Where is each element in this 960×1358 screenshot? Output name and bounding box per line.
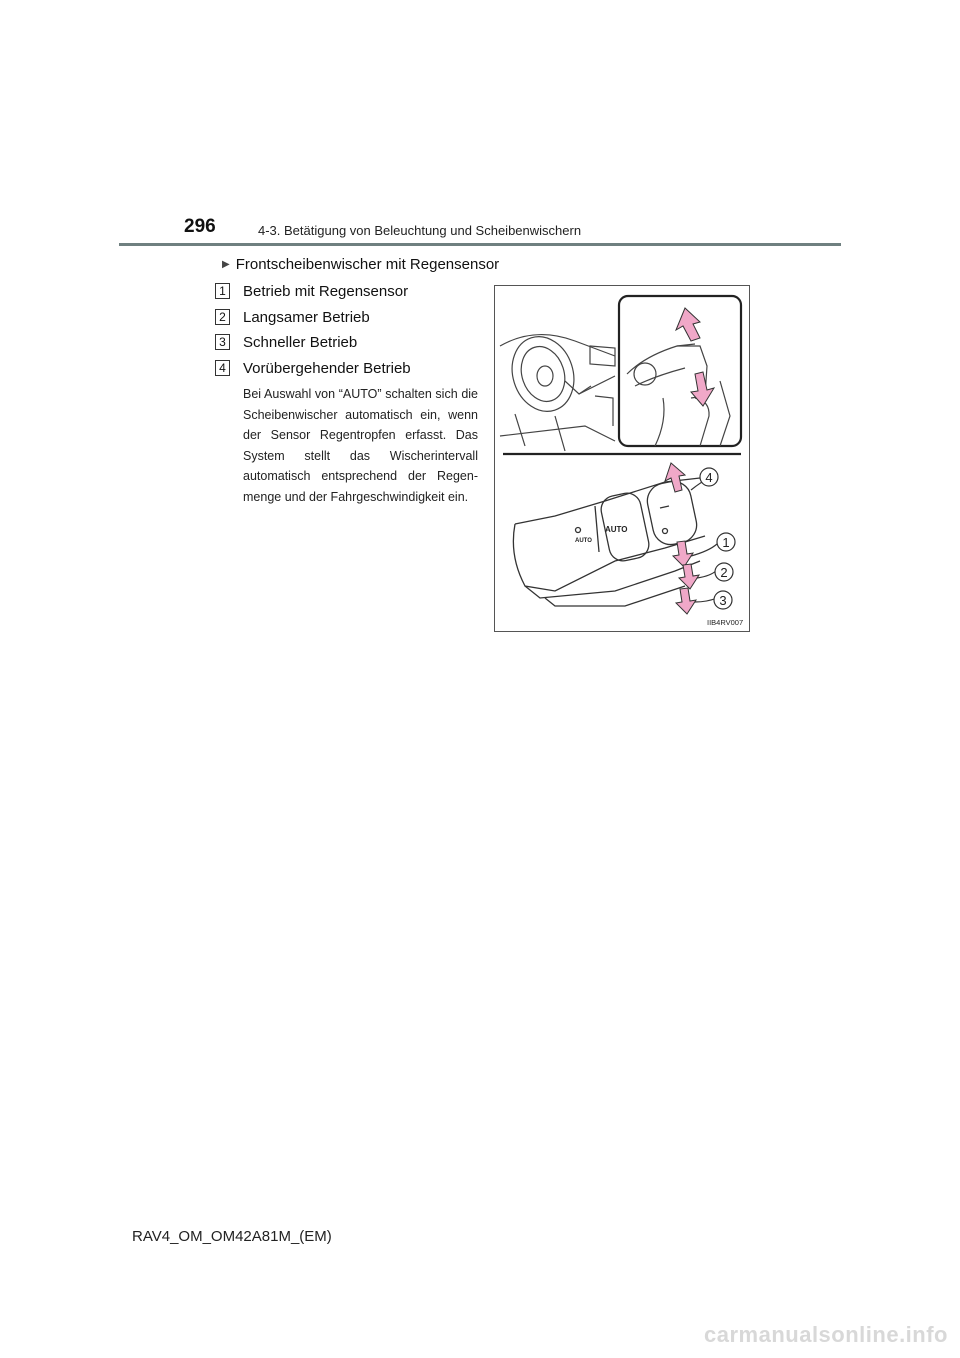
auto-label-small: AUTO <box>575 538 592 544</box>
item-label-1: Betrieb mit Regensensor <box>243 283 409 300</box>
wiper-stalk <box>513 478 705 606</box>
item-label-4: Vorübergehender Betrieb <box>243 360 411 377</box>
auto-label-large: AUTO <box>605 525 628 534</box>
arrow-down-icon <box>676 588 696 614</box>
wiper-switch-figure <box>494 285 750 632</box>
footer-doc-id: RAV4_OM_OM42A81M_(EM) <box>132 1228 332 1245</box>
callout-1: 1 <box>722 535 730 550</box>
dashboard-illustration <box>500 329 615 451</box>
subsection-title: Frontscheibenwischer mit Regensensor <box>235 256 500 273</box>
subsection-heading <box>222 256 499 273</box>
callout-2: 2 <box>720 565 728 580</box>
header-divider <box>119 243 841 246</box>
item-label-2: Langsamer Betrieb <box>243 309 370 326</box>
callout-3: 3 <box>719 593 727 608</box>
callout-circles <box>700 468 735 609</box>
page-number: 296 <box>184 216 216 237</box>
arrow-up-icon <box>665 463 685 492</box>
description-paragraph: Bei Auswahl von “AUTO” schalten sich die Scheibenwischer automatisch ein, wenn der Sensor Regentropfen erfasst. Das System stellt das Wischerintervall automatisch entsprechend der Regen-menge und der Fahrgeschwindigkeit ein. <box>243 387 478 504</box>
zoom-callout <box>619 296 741 446</box>
figure-code: IIB4RV007 <box>707 618 744 627</box>
item-number-2: 2 <box>215 309 230 325</box>
item-number-4: 4 <box>215 360 230 376</box>
watermark: carmanualsonline.info <box>704 1322 948 1347</box>
section-title: 4-3. Betätigung von Beleuchtung und Scheibenwischern <box>258 223 582 238</box>
triangle-right-icon: ▶ <box>222 259 230 270</box>
wiper-illustration <box>495 286 749 631</box>
callout-lines <box>691 478 717 602</box>
item-label-3: Schneller Betrieb <box>243 334 358 351</box>
item-number-3: 3 <box>215 334 230 350</box>
callout-4: 4 <box>705 470 713 485</box>
item-number-1: 1 <box>215 283 230 299</box>
